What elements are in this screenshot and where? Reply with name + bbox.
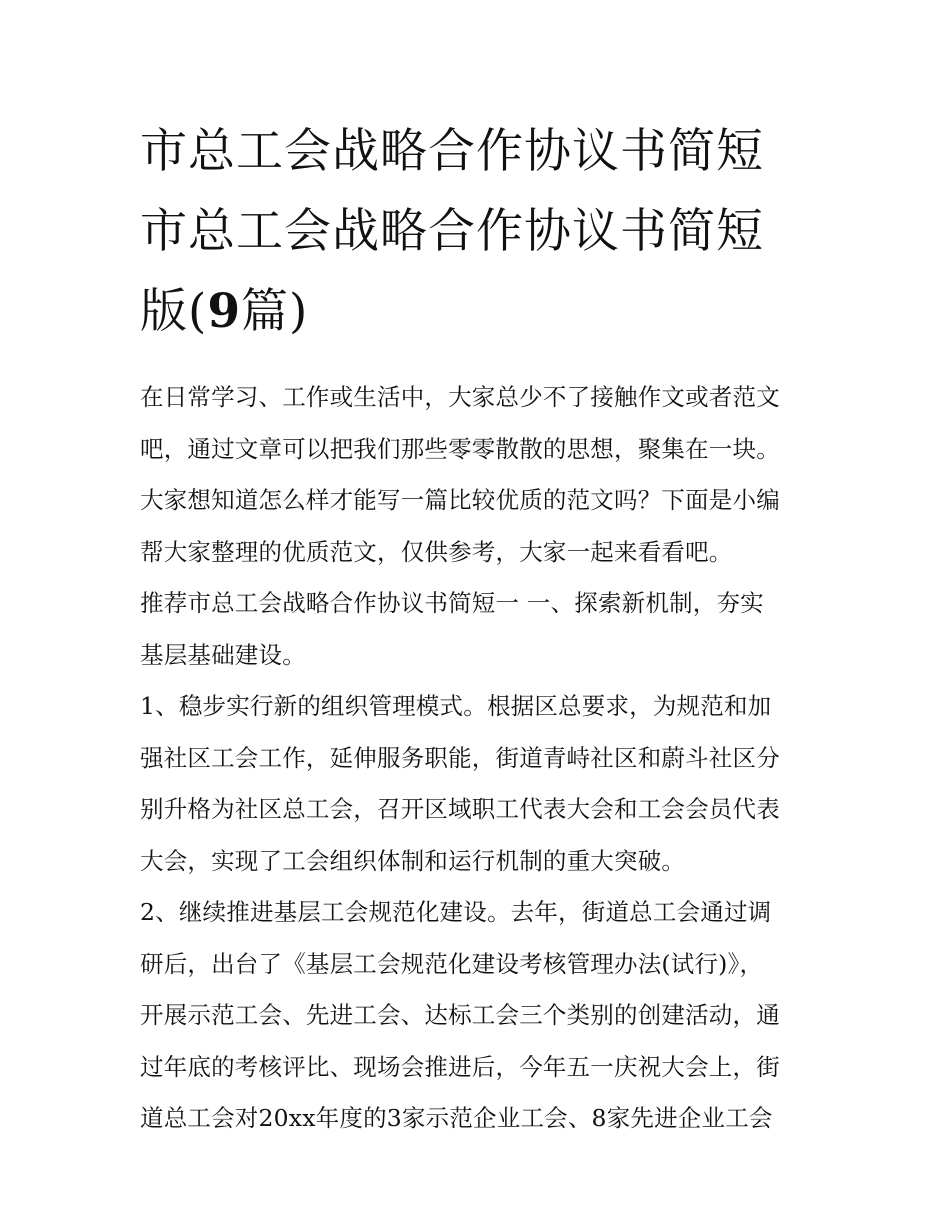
paragraph-intro [140,372,820,578]
paragraph-line: 帮大家整理的优质范文，仅供参考，大家一起来看看吧。 [140,537,733,566]
document-title [140,112,820,352]
title-line-3-prefix: 版( [140,284,208,339]
paragraph-line: 大会，实现了工会组织体制和运行机制的重大突破。 [140,846,686,875]
paragraph-line: 强社区工会工作，延伸服务职能，街道青峙社区和蔚斗社区分 [140,743,780,772]
paragraph-line: 研后，出台了《基层工会规范化建设考核管理办法(试行)》， [140,949,764,978]
paragraph-line: 道总工会对20xx年度的3家示范企业工会、8家先进企业工会 [140,1104,773,1132]
paragraph-line: 基层基础建设。 [140,640,306,669]
document-content [140,112,820,1145]
paragraph-line: 推荐市总工会战略合作协议书简短一 一、探索新机制，夯实 [140,589,764,617]
title-line-1: 市总工会战略合作协议书简短 [140,124,764,179]
paragraph-line: 别升格为社区总工会，召开区域职工代表大会和工会会员代表 [140,795,780,823]
title-count-number: 9 [207,284,242,339]
paragraph-line: 吧，通过文章可以把我们那些零零散散的思想，聚集在一块。 [140,434,780,463]
document-body [140,372,820,1145]
title-line-2: 市总工会战略合作协议书简短 [140,204,764,259]
paragraph-section-heading [140,578,820,681]
paragraph-line: 开展示范工会、先进工会、达标工会三个类别的创建活动，通 [140,1001,780,1029]
paragraph-line: 过年底的考核评比、现场会推进后，今年五一庆祝大会上，街 [140,1052,780,1081]
paragraph-line: 大家想知道怎么样才能写一篇比较优质的范文吗？下面是小编 [140,486,780,514]
paragraph-line: 在日常学习、工作或生活中，大家总少不了接触作文或者范文 [140,383,780,411]
paragraph-line: 1、稳步实行新的组织管理模式。根据区总要求，为规范和加 [140,692,772,720]
paragraph-item-1 [140,681,820,887]
title-line-3 [140,272,820,352]
title-line-3-suffix: 篇) [241,284,309,339]
paragraph-line: 2、继续推进基层工会规范化建设。去年，街道总工会通过调 [140,898,772,926]
paragraph-item-2 [140,887,820,1145]
